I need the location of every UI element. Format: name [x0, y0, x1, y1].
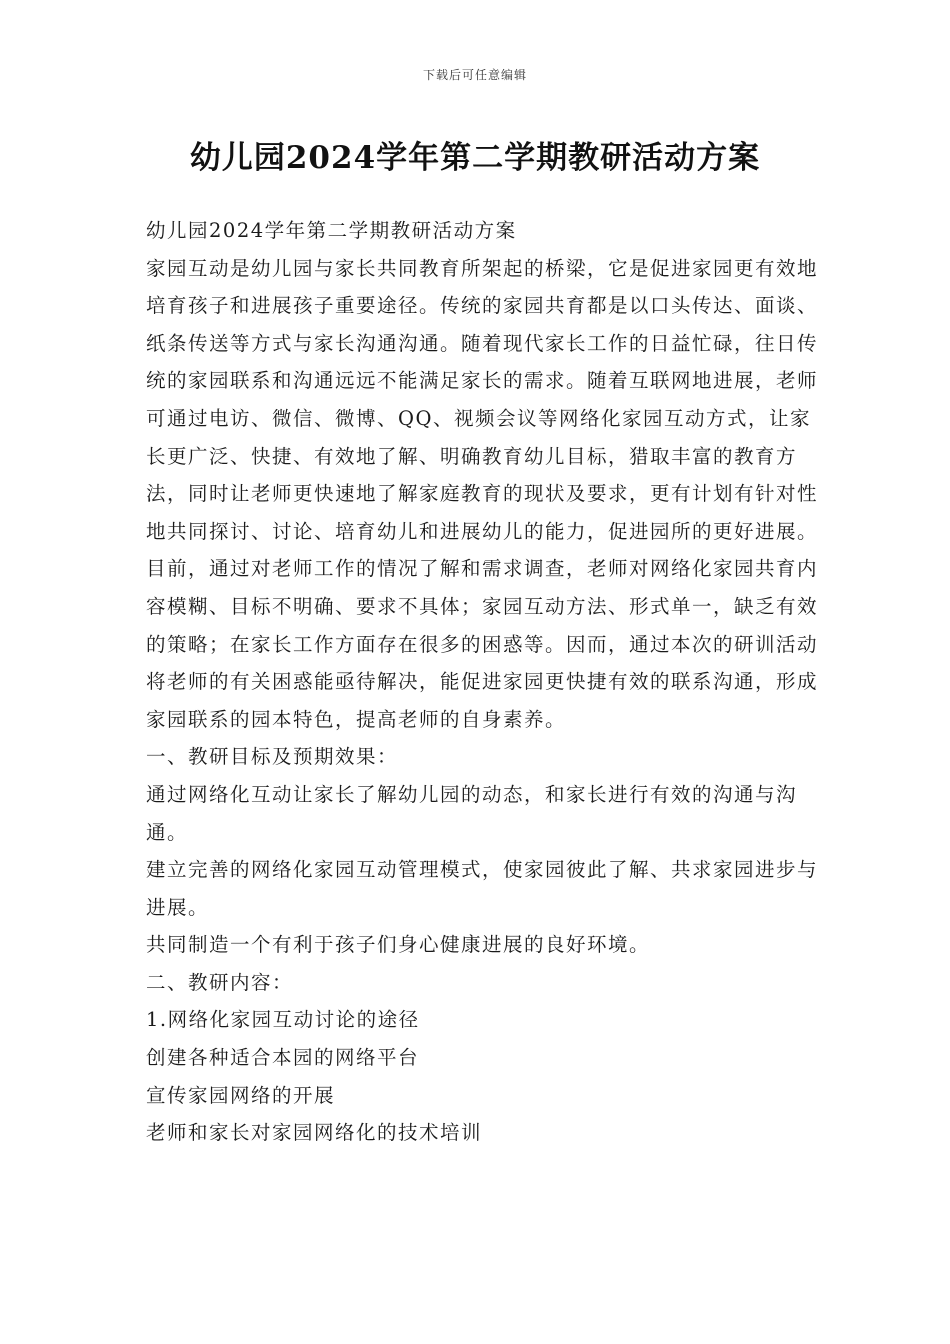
paragraph-goal-1: 通过网络化互动让家长了解幼儿园的动态，和家长进行有效的沟通与沟通。 [146, 782, 798, 844]
paragraph-intro: 家园互动是幼儿园与家长共同教育所架起的桥梁，它是促进家园更有效地培育孩子和进展孩子重要途径。传统的家园共育都是以口头传达、面谈、纸条传送等方式与家长沟通沟通。随着现代家长工作的日益忙碌，往日传统的家园联系和沟通远远不能满足家长的需求。随着互联网地进展，老师可通过电访、微信、微博、QQ、视频会议等网络化家园互动方式，让家长更广泛、快捷、有效地了解、明确教育幼儿目标，猎取丰富的教育方法，同时让老师更快速地了解家庭教育的现状及要求，更有计划有针对性地共同探讨、讨论、培育幼儿和进展幼儿的能力，促进园所的更好进展。 [146, 256, 819, 543]
document-title: 幼儿园2024学年第二学期教研活动方案 [189, 140, 761, 176]
document-body [146, 212, 826, 1152]
list-item-4: 老师和家长对家园网络化的技术培训 [146, 1121, 483, 1145]
section-heading-content: 二、教研内容： [146, 970, 294, 994]
list-item-1: 1.网络化家园互动讨论的途径 [146, 1008, 420, 1032]
paragraph-current-situation: 目前，通过对老师工作的情况了解和需求调查，老师对网络化家园共育内容模糊、目标不明确、要求不具体；家园互动方法、形式单一，缺乏有效的策略；在家长工作方面存在很多的困惑等。因而，通过本次的研训活动将老师的有关困惑能亟待解决，能促进家园更快捷有效的联系沟通，形成家园联系的园本特色，提高老师的自身素养。 [146, 557, 819, 731]
list-item-3: 宣传家园网络的开展 [146, 1083, 336, 1107]
paragraph-goal-2: 建立完善的网络化家园互动管理模式，使家园彼此了解、共求家园进步与进展。 [146, 858, 819, 919]
section-heading-goals: 一、教研目标及预期效果： [146, 745, 399, 769]
paragraph-goal-3: 共同制造一个有利于孩子们身心健康进展的良好环境。 [146, 933, 651, 957]
paragraph-subtitle: 幼儿园2024学年第二学期教研活动方案 [146, 219, 517, 242]
list-item-2: 创建各种适合本园的网络平台 [146, 1046, 420, 1070]
header-note: 下载后可任意编辑 [422, 68, 527, 82]
